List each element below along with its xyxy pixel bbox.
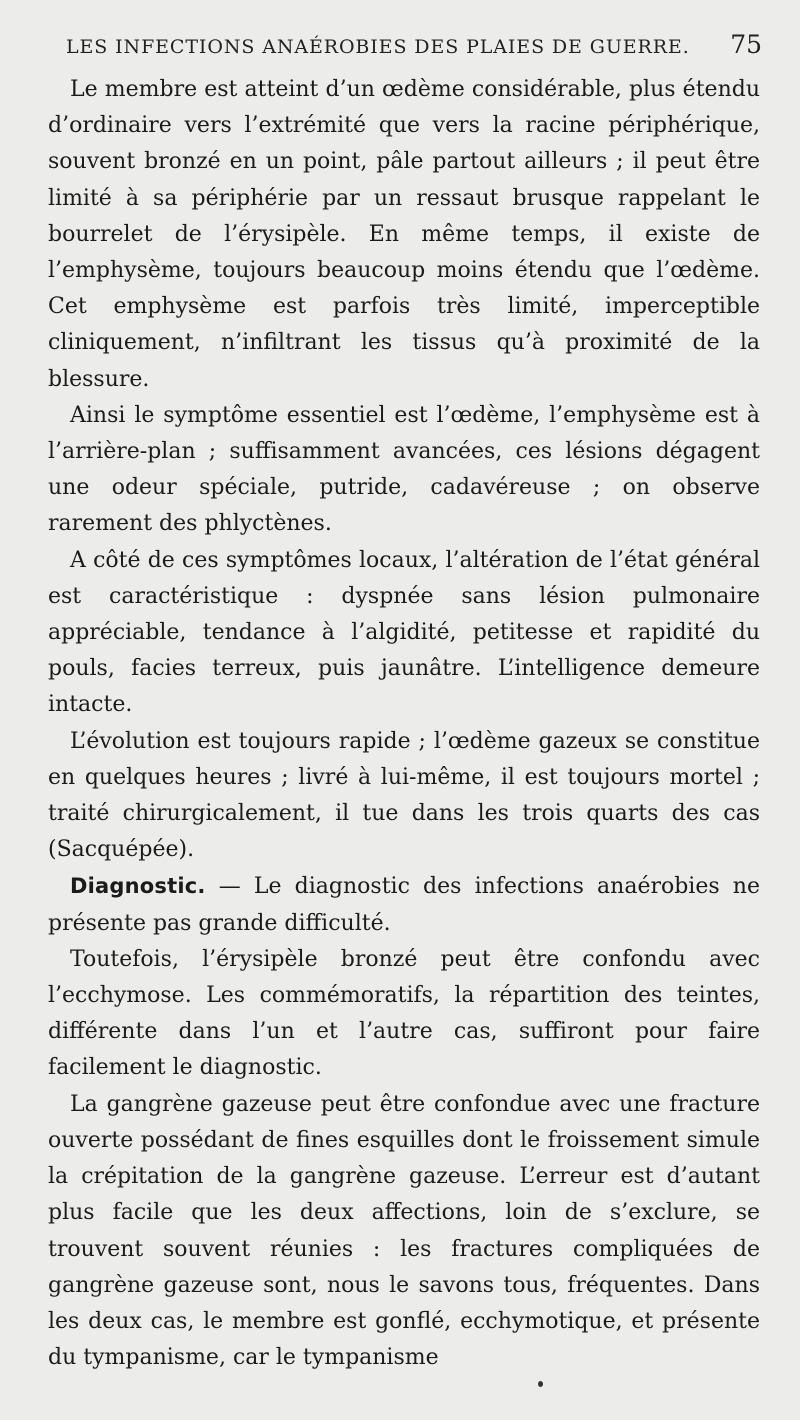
paragraph-diagnostic: [48, 868, 760, 941]
running-head-title: LES INFECTIONS ANAÉROBIES DES PLAIES DE GUERRE.: [66, 36, 690, 58]
page-number: 75: [730, 30, 762, 59]
paragraph-oedema-description: Le membre est atteint d’un œdème considérable, plus étendu d’ordinaire vers l’extrémité que vers la racine périphérique, souvent bronzé en un point, pâle partout ailleurs ; il peut être limité à sa périphérie par un ressaut brusque rappelant le bourrelet de l’érysipèle. En même temps, il existe de l’emphysème, toujours beaucoup moins étendu que l’œdème. Cet emphysème est parfois très limité, imperceptible cliniquement, n’infiltrant les tissus qu’à proximité de la blessure.: [48, 77, 760, 392]
paragraph-diagnostic-text: — Le diagnostic des infections anaérobies ne présente pas grande difficulté.: [48, 874, 760, 936]
paragraph-essential-symptom: Ainsi le symptôme essentiel est l’œdème, l’emphysème est à l’arrière-plan ; suffisamment avancées, ces lésions dégagent une odeur spéciale, putride, cadavéreuse ; on observe rarement des phlyctènes.: [48, 402, 760, 537]
paragraph-general-state: A côté de ces symptômes locaux, l’altération de l’état général est caractéristique : dyspnée sans lésion pulmonaire appréciable, tendance à l’algidité, petitesse et rapidité du pouls, facies terreux, puis jaunâtre. L’intelligence demeure intacte.: [48, 547, 760, 718]
section-heading-diagnostic: Diagnostic.: [70, 874, 206, 899]
body-text: [48, 72, 760, 1376]
paragraph-fracture: La gangrène gazeuse peut être confondue avec une fracture ouverte possédant de fines esquilles dont le froissement simule la crépitation de la gangrène gazeuse. L’erreur est d’autant plus facile que les deux affections, loin de s’exclure, se trouvent souvent réunies : les fractures compliquées de gangrène gazeuse sont, nous le savons tous, fréquentes. Dans les deux cas, le membre est gonflé, ecchymotique, et présente du tympanisme, car le tympanisme: [48, 1091, 760, 1371]
paragraph-erysipelas: Toutefois, l’érysipèle bronzé peut être confondu avec l’ecchymose. Les commémoratifs, la répartition des teintes, différente dans l’un et l’autre cas, suffiront pour faire facilement le diagnostic.: [48, 946, 760, 1081]
print-speck: [538, 1381, 543, 1387]
running-head: [66, 30, 762, 66]
paragraph-evolution: L’évolution est toujours rapide ; l’œdème gazeux se constitue en quelques heures ; livré à lui-même, il est toujours mortel ; traité chirurgicalement, il tue dans les trois quarts des cas (Sacquépée).: [48, 728, 760, 863]
